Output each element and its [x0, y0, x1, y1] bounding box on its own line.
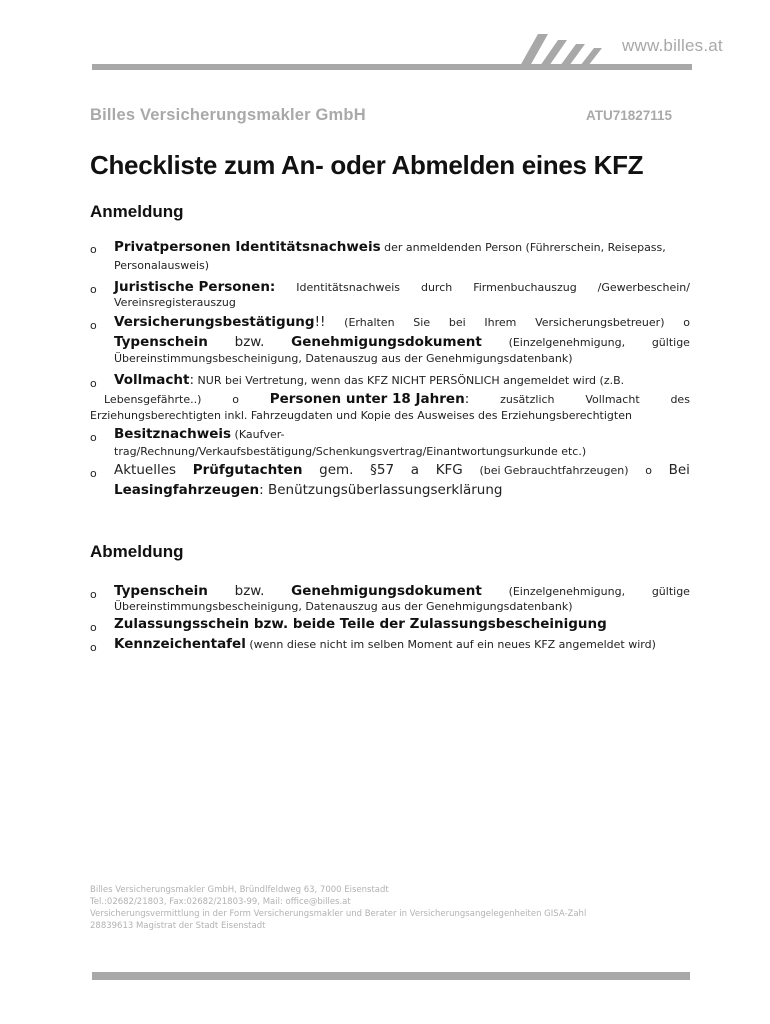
item-word: Ihrem — [484, 316, 517, 329]
item-word: gem. — [319, 462, 354, 478]
item-bold: Vollmacht — [114, 372, 190, 388]
item-continuation: Übereinstimmungsbescheinigung, Datenauszug aus der Genehmigungsdatenbank) — [114, 352, 573, 365]
item-word: (Einzelgenehmigung, — [508, 585, 626, 598]
item-word: zusätzlich — [500, 393, 555, 406]
item-word: Sie — [413, 316, 431, 329]
item-text: (wenn diese nicht im selben Moment auf ein neues KFZ angemeldet wird) — [249, 638, 656, 651]
bullet: o — [90, 377, 97, 390]
list-item-continuation — [114, 482, 690, 498]
list-item — [114, 616, 690, 632]
list-item — [114, 636, 690, 652]
list-item — [114, 426, 690, 442]
bullet: o — [90, 243, 97, 256]
item-word: (Erhalten — [344, 316, 395, 329]
item-bold: Genehmigungsdokument — [291, 334, 482, 350]
website-link[interactable]: www.billes.at — [622, 36, 723, 55]
item-word: §57 — [370, 462, 395, 478]
item-bold: Typenschein — [114, 334, 208, 350]
item-continuation: Übereinstimmungsbescheinigung, Datenauszug aus der Genehmigungsdatenbank) — [114, 600, 573, 613]
logo-stripe — [580, 48, 602, 66]
footer-bar — [92, 972, 690, 980]
item-word: bei — [448, 316, 466, 329]
item-word: (Einzelgenehmigung, — [508, 336, 626, 349]
item-word: des — [670, 393, 690, 406]
list-item — [114, 583, 690, 599]
item-continuation: Vereinsregisterauszug — [114, 296, 236, 309]
item-text: (Kaufver- — [234, 428, 285, 441]
item-text: der anmeldenden Person (Führerschein, Reisepass, — [384, 241, 666, 254]
item-bold: Prüfgutachten — [192, 462, 303, 478]
item-continuation: Personalausweis) — [114, 259, 210, 272]
item-bold: Versicherungsbestätigung — [114, 314, 315, 330]
company-name: Billes Versicherungsmakler GmbH — [90, 106, 366, 124]
list-item — [114, 314, 690, 330]
bullet: o — [90, 283, 97, 296]
bullet: o — [645, 464, 652, 477]
item-bold: Typenschein — [114, 583, 208, 599]
item-text: Aktuelles — [114, 462, 177, 478]
item-bold: Zulassungsschein bzw. beide Teile der Zulassungsbescheinigung — [114, 616, 607, 632]
header-bar — [92, 64, 692, 70]
section-heading-abmeldung: Abmeldung — [90, 542, 184, 561]
footer-address: Billes Versicherungsmakler GmbH, Bründlfeldweg 63, 7000 Eisenstadt — [90, 885, 389, 895]
item-word: o — [683, 316, 690, 329]
item-text: : Benützungsüberlassungserklärung — [259, 482, 503, 498]
item-word: Firmenbuchauszug — [473, 281, 577, 294]
item-word: gültige — [651, 336, 690, 349]
bullet: o — [90, 319, 97, 332]
uid-number: ATU71827115 — [586, 108, 673, 123]
bullet: o — [232, 393, 239, 406]
item-bold: Leasingfahrzeugen — [114, 482, 260, 498]
item-word: Identitätsnachweis — [296, 281, 401, 294]
item-bold: Besitznachweis — [114, 426, 232, 442]
list-item — [114, 462, 690, 478]
item-text: bzw. — [234, 334, 265, 350]
item-bold: Genehmigungsdokument — [291, 583, 482, 599]
list-item — [114, 279, 690, 295]
item-text: Lebensgefährte..) — [104, 393, 202, 406]
item-text: (bei Gebrauchtfahrzeugen) — [479, 464, 629, 477]
item-word: gültige — [651, 585, 690, 598]
list-item-continuation — [104, 391, 690, 407]
bullet: o — [90, 641, 97, 654]
item-word: KFG — [435, 462, 463, 478]
item-text: : — [464, 391, 470, 407]
bullet: o — [90, 588, 97, 601]
item-continuation: Erziehungsberechtigten inkl. Fahrzeugdaten und Kopie des Ausweises des Erziehungsberechtigten — [90, 409, 632, 422]
item-word: /Gewerbeschein/ — [597, 281, 690, 294]
item-word: durch — [420, 281, 453, 294]
footer-authority: 28839613 Magistrat der Stadt Eisenstadt — [90, 921, 266, 931]
bullet: o — [90, 467, 97, 480]
item-word: Versicherungsbetreuer) — [535, 316, 665, 329]
list-item-continuation — [114, 334, 690, 350]
item-word: a — [410, 462, 420, 478]
page-title: Checkliste zum An- oder Abmelden eines KFZ — [90, 150, 644, 180]
bullet: o — [90, 431, 97, 444]
item-text: Bei — [668, 462, 690, 478]
footer-registration: Versicherungsvermittlung in der Form Versicherungsmakler und Berater in Versicherungsangelegenheiten GISA-Zahl — [90, 909, 587, 919]
item-bold: Privatpersonen Identitätsnachweis — [114, 239, 381, 255]
bullet: o — [90, 621, 97, 634]
section-heading-anmeldung: Anmeldung — [90, 202, 184, 221]
item-word: Vollmacht — [585, 393, 640, 406]
item-text: : — [189, 372, 195, 388]
item-bold: Kennzeichentafel — [114, 636, 246, 652]
footer-contact: Tel.:02682/21803, Fax:02682/21803-99, Mail: office@billes.at — [90, 897, 351, 907]
item-bold: Juristische Personen: — [114, 279, 276, 295]
item-text: NUR bei Vertretung, wenn das KFZ NICHT PERSÖNLICH angemeldet wird (z.B. — [197, 374, 625, 387]
logo-stripe — [560, 44, 585, 66]
list-item — [114, 372, 690, 388]
list-item — [114, 239, 690, 255]
item-text: !! — [314, 314, 326, 330]
item-text: bzw. — [234, 583, 265, 599]
item-continuation: trag/Rechnung/Verkaufsbestätigung/Schenkungsvertrag/Einantwortungsurkunde etc.) — [114, 445, 587, 458]
item-bold: Personen unter 18 Jahren — [269, 391, 465, 407]
